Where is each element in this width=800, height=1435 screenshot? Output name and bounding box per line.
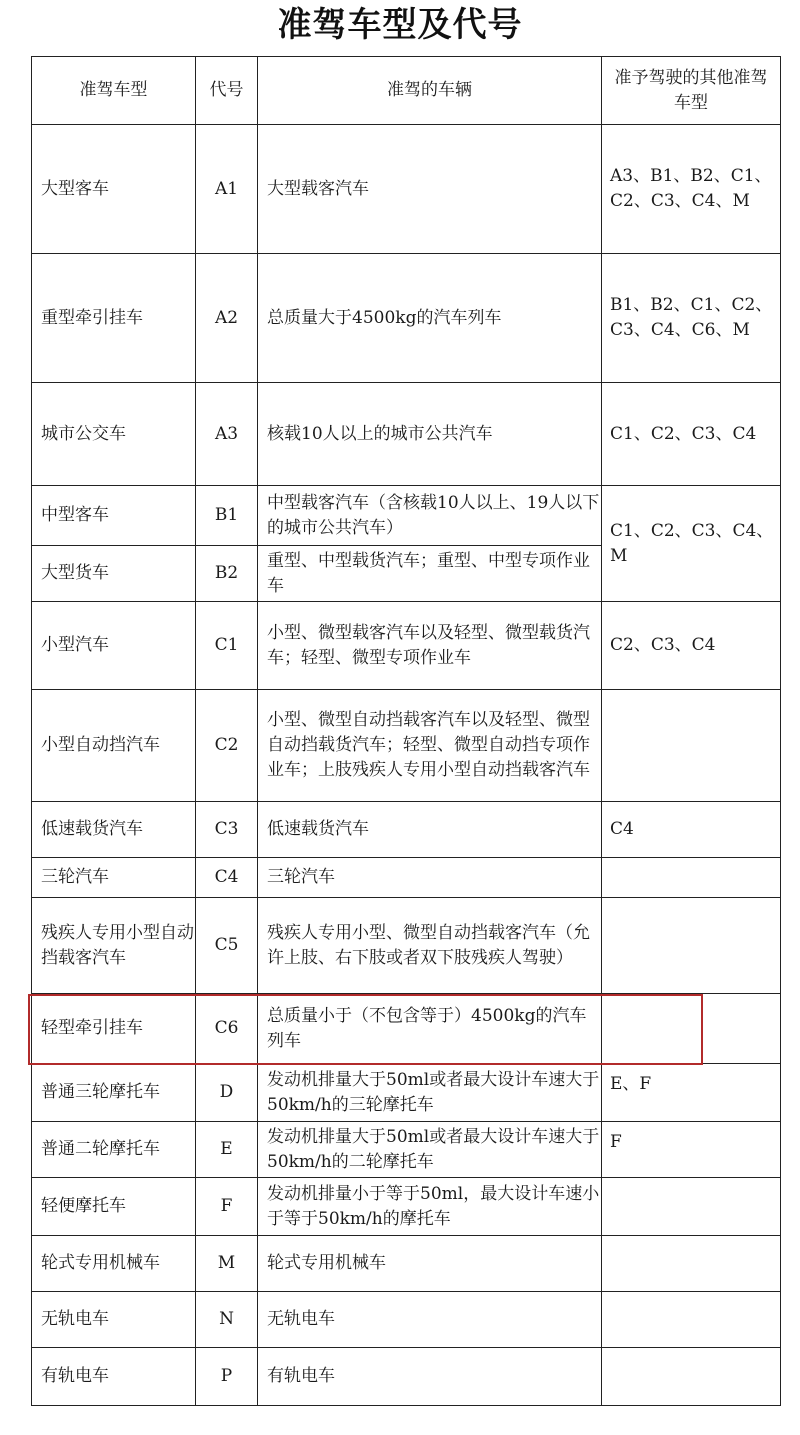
row-vehicles: 重型、中型载货汽车；重型、中型专项作业车: [258, 546, 602, 602]
table-row: [32, 858, 781, 898]
row-code: N: [196, 1292, 258, 1348]
row-type: 普通三轮摩托车: [32, 1064, 196, 1122]
row-other: A3、B1、B2、C1、C2、C3、C4、M: [602, 125, 781, 254]
row-vehicles: 有轨电车: [258, 1348, 602, 1406]
row-other: E、F: [602, 1064, 781, 1122]
row-vehicles: 发动机排量大于50ml或者最大设计车速大于50km/h的二轮摩托车: [258, 1122, 602, 1178]
row-type: 城市公交车: [32, 383, 196, 486]
row-type: 中型客车: [32, 486, 196, 546]
row-other: B1、B2、C1、C2、C3、C4、C6、M: [602, 254, 781, 383]
row-code: A1: [196, 125, 258, 254]
license-table: [31, 56, 781, 1406]
row-type: 三轮汽车: [32, 858, 196, 898]
row-code: A2: [196, 254, 258, 383]
page-title: 准驾车型及代号: [277, 5, 523, 45]
row-vehicles: 小型、微型载客汽车以及轻型、微型载货汽车；轻型、微型专项作业车: [258, 602, 602, 690]
row-code: F: [196, 1178, 258, 1236]
row-type: 大型货车: [32, 546, 196, 602]
row-code: E: [196, 1122, 258, 1178]
table-row: [32, 1122, 781, 1178]
row-code: C4: [196, 858, 258, 898]
table-row-highlighted: [32, 994, 781, 1064]
header-row: [32, 57, 781, 125]
row-other: [602, 858, 781, 898]
row-other: C1、C2、C3、C4: [602, 383, 781, 486]
row-type: 轻型牵引挂车: [32, 994, 196, 1064]
row-vehicles: 总质量小于（不包含等于）4500kg的汽车列车: [258, 994, 602, 1064]
row-other: C1、C2、C3、C4、M: [602, 486, 781, 602]
row-type: 小型汽车: [32, 602, 196, 690]
row-vehicles: 三轮汽车: [258, 858, 602, 898]
row-type: 普通二轮摩托车: [32, 1122, 196, 1178]
table-row: [32, 1292, 781, 1348]
row-vehicles: 大型载客汽车: [258, 125, 602, 254]
header-type: 准驾车型: [32, 57, 196, 125]
row-code: B2: [196, 546, 258, 602]
table-row: [32, 486, 781, 546]
row-type: 重型牵引挂车: [32, 254, 196, 383]
row-type: 有轨电车: [32, 1348, 196, 1406]
row-code: C1: [196, 602, 258, 690]
row-other: [602, 1348, 781, 1406]
row-code: P: [196, 1348, 258, 1406]
table-row: [32, 1348, 781, 1406]
row-code: D: [196, 1064, 258, 1122]
header-other: 准予驾驶的其他准驾车型: [602, 57, 781, 125]
table-row: [32, 602, 781, 690]
row-type: 轮式专用机械车: [32, 1236, 196, 1292]
row-code: B1: [196, 486, 258, 546]
row-code: C6: [196, 994, 258, 1064]
row-other: [602, 1292, 781, 1348]
table-row: [32, 1236, 781, 1292]
table-row: [32, 125, 781, 254]
table-row: [32, 383, 781, 486]
header-code: 代号: [196, 57, 258, 125]
row-type: 无轨电车: [32, 1292, 196, 1348]
row-other: [602, 690, 781, 802]
row-other: C4: [602, 802, 781, 858]
row-code: C5: [196, 898, 258, 994]
table-row: [32, 1064, 781, 1122]
row-vehicles: 无轨电车: [258, 1292, 602, 1348]
row-vehicles: 发动机排量小于等于50ml，最大设计车速小于等于50km/h的摩托车: [258, 1178, 602, 1236]
row-other: [602, 898, 781, 994]
row-code: C2: [196, 690, 258, 802]
row-other: [602, 1178, 781, 1236]
table-row: [32, 1178, 781, 1236]
row-code: M: [196, 1236, 258, 1292]
row-type: 低速载货汽车: [32, 802, 196, 858]
row-vehicles: 中型载客汽车（含核载10人以上、19人以下的城市公共汽车）: [258, 486, 602, 546]
table-row: [32, 690, 781, 802]
row-other: C2、C3、C4: [602, 602, 781, 690]
row-type: 大型客车: [32, 125, 196, 254]
row-other: [602, 1236, 781, 1292]
row-vehicles: 低速载货汽车: [258, 802, 602, 858]
table-row: [32, 802, 781, 858]
row-type: 残疾人专用小型自动挡载客汽车: [32, 898, 196, 994]
row-vehicles: 核载10人以上的城市公共汽车: [258, 383, 602, 486]
row-vehicles: 小型、微型自动挡载客汽车以及轻型、微型自动挡载货汽车；轻型、微型自动挡专项作业车；上肢残疾人专用小型自动挡载客汽车: [258, 690, 602, 802]
row-vehicles: 轮式专用机械车: [258, 1236, 602, 1292]
row-type: 轻便摩托车: [32, 1178, 196, 1236]
row-vehicles: 发动机排量大于50ml或者最大设计车速大于50km/h的三轮摩托车: [258, 1064, 602, 1122]
table-row: [32, 898, 781, 994]
row-type: 小型自动挡汽车: [32, 690, 196, 802]
row-other: [602, 994, 781, 1064]
row-vehicles: 总质量大于4500kg的汽车列车: [258, 254, 602, 383]
header-vehicles: 准驾的车辆: [258, 57, 602, 125]
row-code: C3: [196, 802, 258, 858]
row-other: F: [602, 1122, 781, 1178]
row-code: A3: [196, 383, 258, 486]
table-row: [32, 254, 781, 383]
row-vehicles: 残疾人专用小型、微型自动挡载客汽车（允许上肢、右下肢或者双下肢残疾人驾驶）: [258, 898, 602, 994]
